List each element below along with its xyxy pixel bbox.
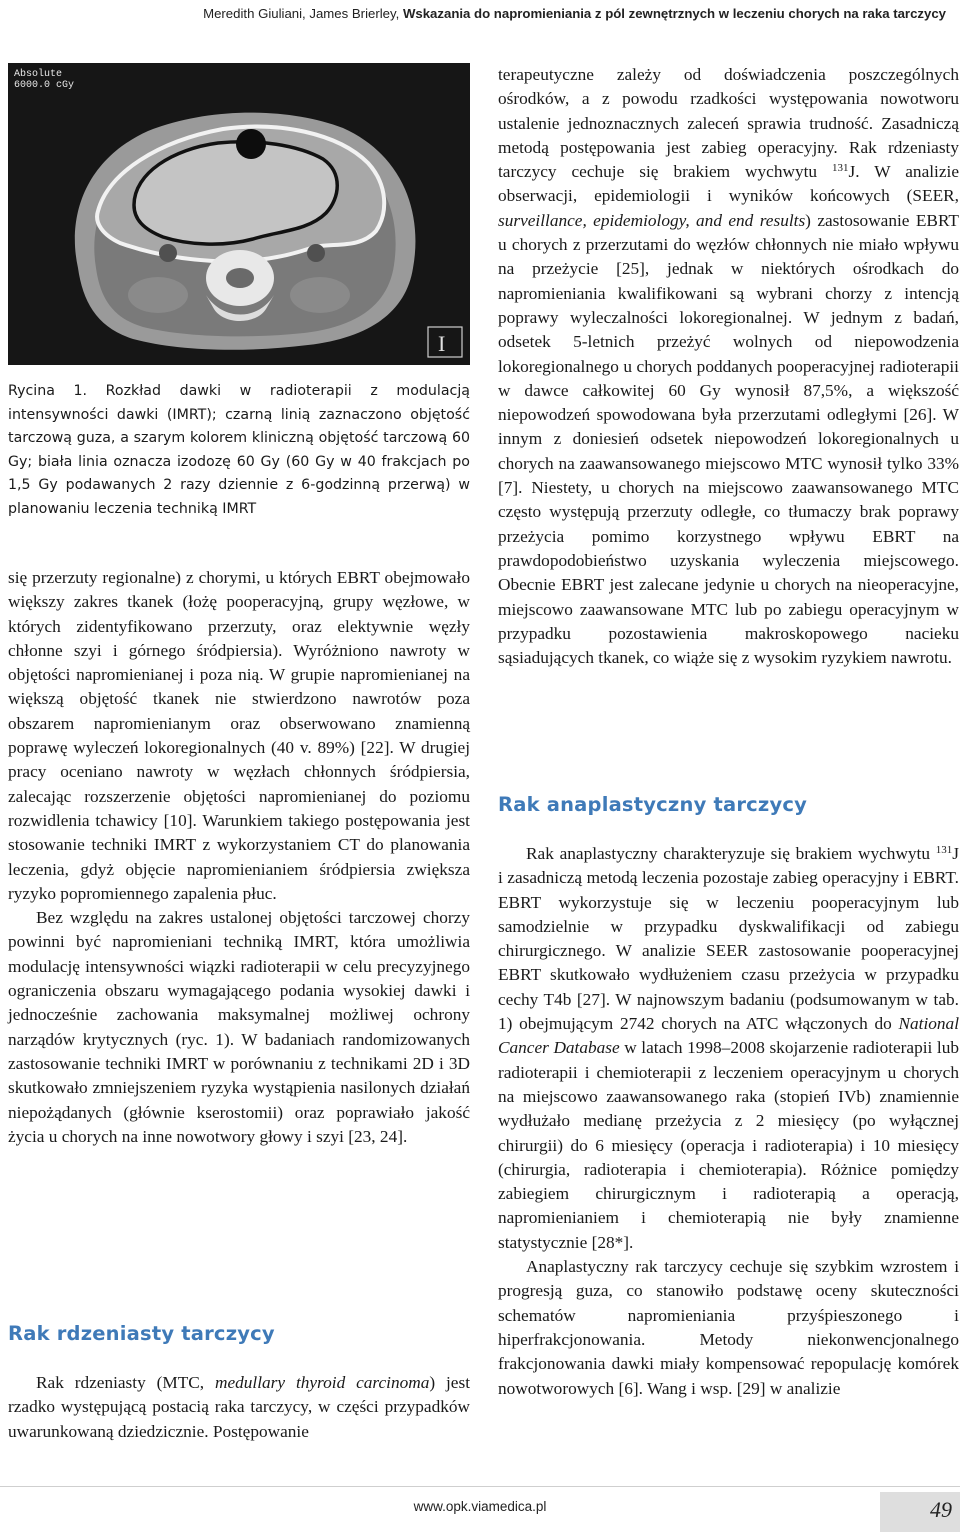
paragraph: się przerzuty regionalne) z chorymi, u których EBRT obejmowało większy zakres tkanek (łożę pooperacyjną, grupy węzłowe, w których zidentyfikowano przerzuty, oraz elektywnie węzły chłonne szyi i górnego śródpiersia). Wyróżniono nawroty w objętości napromienianej i poza nią. W grupie napromienianej na większą objętość tkanek nie stwierdzono nawrotów poza obszarem napromienianym oraz obserwowano znamienną poprawę wyleczeń lokoregionalnych (40 v. 89%) [22]. W drugiej pracy oceniano nawroty w węzłach chłonnych śródpiersia, zalecając rozszerzenie objętości napromienianej do poziomu rozwidlenia tchawicy [10]. Warunkiem takiego postępowania jest stosowanie techniki IMRT z wykorzystaniem CT do planowania leczenia, gdyż objęcie napromienianiem śródpiersia zwiększa ryzyko popromiennego zapalenia płuc.: [8, 568, 470, 903]
text-run: J. W analizie obserwacji, epidemiologii i wyników końcowych (SEER,: [498, 162, 959, 206]
left-column-body: [8, 566, 470, 1149]
figure-ct-scan: [8, 63, 470, 365]
text-run: ) jest rzadko występującą postacią raka tarczycy, w części przypadków uwarunkowaną dziedzicznie. Postępowanie: [8, 1373, 471, 1441]
paragraph: Anaplastyczny rak tarczycy cechuje się szybkim wzrostem i progresją guza, co stanowiło podstawę oceny skuteczności schematów napromieniania przyśpieszonego i hiperfrakcjonowania. Metody niekonwencjonalnego frakcjonowania dawki miały kompensować repopulację komórek nowotworowych [6]. Wang i wsp. [29] w analizie: [498, 1257, 959, 1398]
right-column-bottom: [498, 842, 959, 1401]
text-run: w latach 1998–2008 skojarzenie radioterapii lub radioterapii i chemioterapii z leczeniem operacyjnym u chorych na miejscowo zaawansowanego raka (stopień IVb) znamiennie wydłużało medianę przeżycia z 2 miesięcy (po wyłącznej chirurgii) do 6 miesięcy (operacja i radioterapia) i 10 miesięcy (chirurgia, radioterapia i chemioterapia). Różnice pomiędzy zabiegiem chirurgicznym i radioterapią a operacją, napromienianiem i chemioterapią nie były znamienne statystycznie [28*].: [498, 1038, 959, 1252]
running-head-title: Wskazania do napromieniania z pól zewnętrznych w leczeniu chorych na raka tarczycy: [402, 6, 946, 21]
figure-overlay-label: Absolute: [14, 69, 63, 80]
paragraph: Bez względu na zakres ustalonej objętości tarczowej chorzy powinni być napromieniani techniką IMRT, która umożliwia modulację intensywności wiązki radioterapii w celu precyzyjnego ograniczenia obszaru wymagającego podania wysokiej dawki i jednocześnie zachowania maksymalnej możliwej ochrony narządów krytycznych (ryc. 1). W badaniach randomizowanych zastosowanie techniki IMRT w porównaniu z technikami 2D i 3D skutkowało zmniejszeniem ryzyka wystąpienia nasilonych działań niepożądanych (głównie kserostomii) oraz poprawiało jakość życia u chorych na inne nowotwory głowy i szyi [23, 24].: [8, 908, 470, 1146]
right-column-body: [498, 63, 959, 670]
text-run: ) zastosowanie EBRT u chorych z przerzutami do węzłów chłonnych nie miało wpływu na przeżycie [25], jednak w niektórych ośrodkach do napromieniania kwalifikowani są wybrani chorzy z intencją poprawy wyleczalności lokoregionalnej. W jednym z badań, odsetek 5-letnich przeżyć wolnych od niepowodzenia lokoregionalnego u chorych poddanych pooperacyjnej radioterapii w dawce całkowitej 60 Gy wynosił 87,5%, a większość niepowodzeń spowodowana była przerzutami odległymi [26]. W innym z doniesień odsetek niepowodzeń lokoregionalnych u chorych na zaawansowanego miejscowo MTC wynosił tylko 33% [7]. Niestety, u chorych na miejscowo zaawansowanego MTC często występują przerzuty odległe, co tłumaczy brak poprawy przeżycia pomimo korzystnego wpływu EBRT na prawdopodobieństwo uzyskania wyleczenia miejscowego. Obecnie EBRT jest zalecane jedynie u chorych na nieoperacyjne, miejscowo zaawansowane MTC lub po zabiegu operacyjnym w przypadku pozostawienia makroskopowego nacieku sąsiadujących tkanek, co wiąże się z wysokim ryzykiem nawrotu.: [498, 210, 959, 668]
superscript: 131: [935, 844, 953, 856]
left-column-bottom: [8, 1371, 470, 1444]
footer-divider: [0, 1486, 960, 1487]
text-run: Rak anaplastyczny charakteryzuje się brakiem wychwytu: [526, 844, 936, 863]
figure-caption: [8, 380, 470, 522]
paragraph: [498, 63, 959, 670]
paragraph: [8, 1371, 470, 1444]
text-run: Rak rdzeniasty (MTC,: [36, 1373, 215, 1392]
section-heading-medullary: Rak rdzeniasty tarczycy: [8, 1322, 275, 1345]
section-heading-anaplastic: Rak anaplastyczny tarczycy: [498, 793, 808, 816]
running-head-authors: Meredith Giuliani, James Brierley,: [203, 6, 403, 21]
figure-overlay-dose: 6000.0 cGy: [14, 80, 75, 91]
paragraph: [498, 842, 959, 1255]
footer-url[interactable]: www.opk.viamedica.pl: [413, 1499, 547, 1514]
figure-caption-text: Rozkład dawki w radioterapii z modulacją intensywności dawki (IMRT); czarną linią zaznaczono objętość tarczową guza, a szarym kolorem kliniczną objętość tarczową 60 Gy; biała linia oznacza izodozę 60 Gy (60 Gy w 40 frakcjach po 1,5 Gy podawanych 2 razy dziennie z 6-godzinną przerwą) w planowaniu leczenia techniką IMRT: [8, 383, 470, 517]
page-number: 49: [930, 1497, 952, 1522]
running-head: [6, 6, 946, 21]
scale-label: I: [438, 331, 446, 356]
figure-caption-label: Rycina 1.: [8, 383, 88, 399]
text-run: terapeutyczne zależy od doświadczenia poszczególnych ośrodków, a z powodu rzadkości występowania nowotworu ustalenie jednoznacznych zaleceń sprawia trudność. Zasadniczą metodą postępowania jest zabieg operacyjny. Rak rdzeniasty tarczycy cechuje się brakiem wychwytu: [498, 65, 959, 182]
text-italic: National Cancer Database: [498, 1014, 959, 1058]
text-italic: surveillance, epidemiology, and end results: [498, 210, 806, 230]
ct-scan-image: [8, 63, 470, 365]
text-italic: medullary thyroid carcinoma: [215, 1373, 430, 1392]
trachea: [236, 129, 266, 159]
superscript: 131: [832, 162, 849, 175]
text-run: J i zasadniczą metodą leczenia pozostaje zabieg operacyjny i EBRT. EBRT wykorzystuje się w leczeniu pooperacyjnym lub samodzielnie w przypadku dyskwalifikacji od zabiegu chirurgicznego. W analizie SEER zastosowanie pooperacyjnej EBRT skutkowało wydłużeniem czasu przeżycia w przypadku cechy T4b [27]. W najnowszym badaniu (podsumowanym w tab. 1) obejmującym 2742 chorych na ATC włączonych do: [498, 844, 959, 1034]
